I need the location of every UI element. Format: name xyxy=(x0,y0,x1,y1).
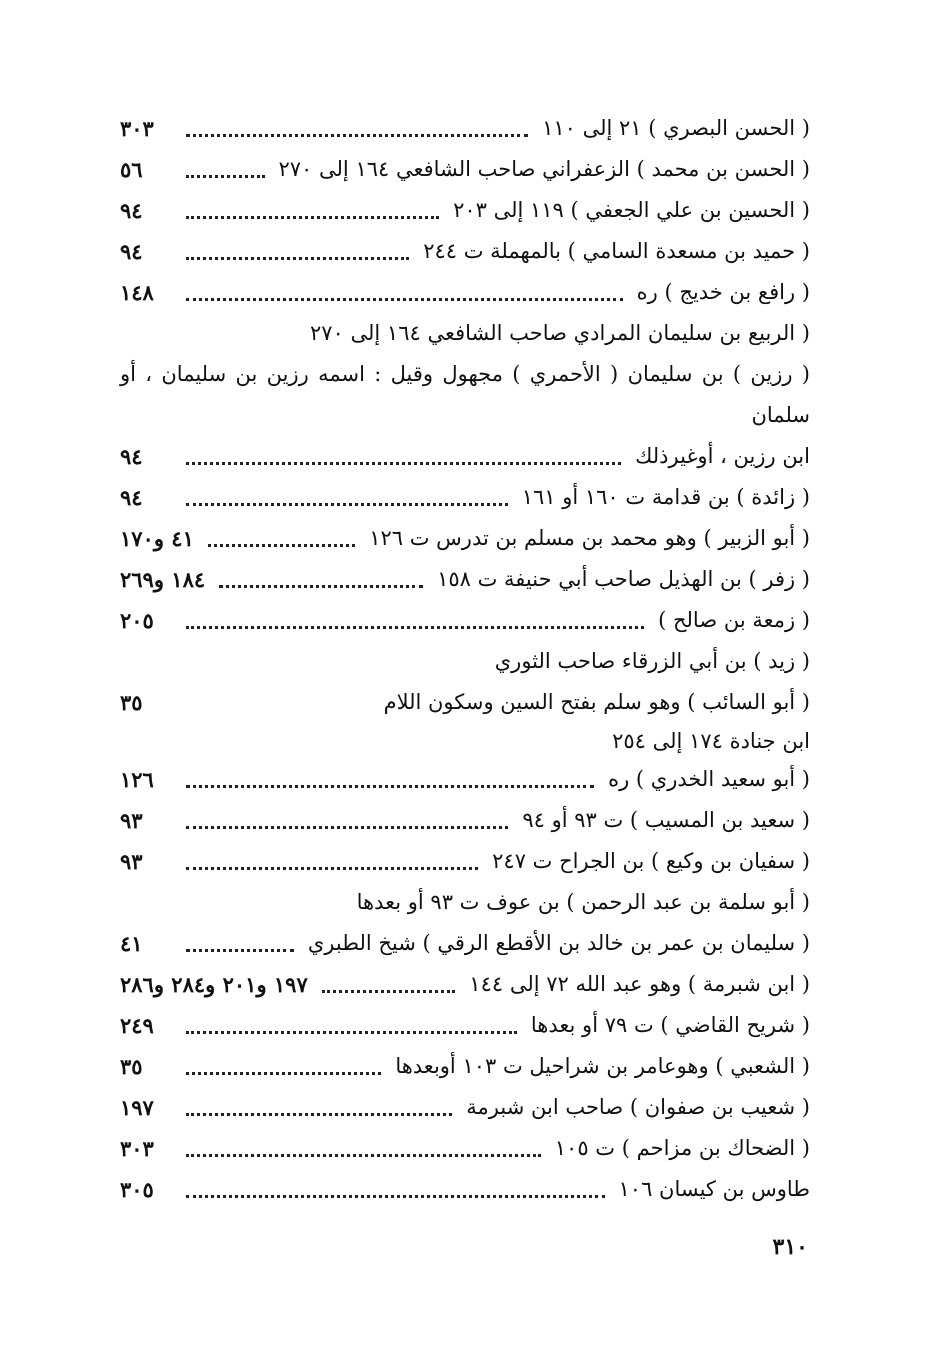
dot-leader xyxy=(186,1071,381,1075)
page-reference: ٩٣ xyxy=(120,849,143,874)
page-reference: ٩٤ xyxy=(120,239,143,264)
entry-text: ابن رزين ، أوغيرذلك xyxy=(635,444,810,468)
index-entry xyxy=(120,477,810,518)
entry-text-continuation: ابن جنادة ١٧٤ إلى ٢٥٤ xyxy=(612,729,810,753)
dot-leader xyxy=(186,1030,517,1034)
entry-text: طاوس بن كيسان ١٠٦ xyxy=(618,1177,810,1201)
entry-text: ( ابن شبرمة ) وهو عبد الله ٧٢ إلى ١٤٤ xyxy=(469,972,810,996)
index-entry xyxy=(120,800,810,841)
page-reference: ٩٤ xyxy=(120,198,143,223)
entry-text: ( شريح القاضي ) ت ٧٩ أو بعدها xyxy=(530,1013,810,1037)
page-reference: ١٤٨ xyxy=(120,280,154,305)
entry-text: ( زيد ) بن أبي الزرقاء صاحب الثوري xyxy=(494,649,810,673)
dot-leader xyxy=(186,784,594,788)
dot-leader xyxy=(186,502,508,506)
entry-text: ( رافع بن خديج ) ره xyxy=(636,280,810,304)
index-entry xyxy=(120,354,810,436)
entry-text: ( الحسن بن محمد ) الزعفراني صاحب الشافعي ١٦٤ إلى ٢٧٠ xyxy=(278,157,810,181)
dot-leader xyxy=(186,256,409,260)
index-entry xyxy=(120,600,810,641)
dot-leader xyxy=(186,461,621,465)
index-entry xyxy=(120,108,810,149)
index-entry xyxy=(120,641,810,682)
index-entry xyxy=(120,559,810,600)
index-entry xyxy=(120,149,810,190)
dot-leader xyxy=(186,297,623,301)
entry-text: ( رزين ) بن سليمان ( الأحمري ) مجهول وقيل : اسمه رزين بن سليمان ، أو xyxy=(120,362,810,386)
page-reference: ٢٤٩ xyxy=(120,1013,154,1038)
index-entry xyxy=(120,964,810,1005)
entry-text: ( سفيان بن وكيع ) بن الجراح ت ٢٤٧ xyxy=(492,849,810,873)
index-entry xyxy=(120,518,810,559)
entry-text: ( الحسين بن علي الجعفي ) ١١٩ إلى ٢٠٣ xyxy=(453,198,810,222)
index-entry xyxy=(120,923,810,964)
dot-leader xyxy=(186,825,508,829)
entry-text: ( الربيع بن سليمان المرادي صاحب الشافعي ١٦٤ إلى ٢٧٠ xyxy=(309,321,810,345)
index-entry xyxy=(120,1087,810,1128)
dot-leader xyxy=(186,948,294,952)
page-number: ٣١٠ xyxy=(772,1234,808,1260)
index-entry xyxy=(120,1169,810,1210)
entry-text: ( الشعبي ) وهوعامر بن شراحيل ت ١٠٣ أوبعدها xyxy=(395,1054,810,1078)
entry-text: ( شعيب بن صفوان ) صاحب ابن شبرمة xyxy=(466,1095,810,1119)
page-reference: ٣٠٣ xyxy=(120,1136,154,1161)
entry-text: ( أبو السائب ) وهو سلم بفتح السين وسكون اللام xyxy=(383,690,810,714)
page-reference: ٣٠٣ xyxy=(120,116,154,141)
entry-text: ( سعيد بن المسيب ) ت ٩٣ أو ٩٤ xyxy=(522,808,810,832)
index-entry xyxy=(120,272,810,313)
dot-leader xyxy=(186,1112,452,1116)
page-reference: ١٢٦ xyxy=(120,767,154,792)
entry-text: ( أبو الزبير ) وهو محمد بن مسلم بن تدرس ت ١٢٦ xyxy=(369,526,810,550)
page-reference: ٣٠٥ xyxy=(120,1177,154,1202)
index-entry xyxy=(120,882,810,923)
index-entry xyxy=(120,190,810,231)
index-entry xyxy=(120,231,810,272)
dot-leader xyxy=(208,543,355,547)
index-entry xyxy=(120,682,810,723)
page-reference: ٤١ xyxy=(120,931,143,956)
dot-leader xyxy=(186,133,528,137)
page-reference: ٩٣ xyxy=(120,808,143,833)
page-reference: ٩٤ xyxy=(120,444,143,469)
dot-leader xyxy=(219,584,423,588)
page-reference: ١٨٤ و٢٦٩ xyxy=(120,567,206,592)
entry-text: ( سليمان بن عمر بن خالد بن الأقطع الرقي ) شيخ الطبري xyxy=(307,931,810,955)
index-entry xyxy=(120,1005,810,1046)
dot-leader xyxy=(322,989,456,993)
dot-leader xyxy=(186,866,478,870)
page-reference: ٣٥ xyxy=(120,690,143,715)
entry-text: ( زفر ) بن الهذيل صاحب أبي حنيفة ت ١٥٨ xyxy=(437,567,810,591)
entry-text: ( زمعة بن صالح ) xyxy=(658,608,810,632)
entry-text: ( أبو سعيد الخدري ) ره xyxy=(608,767,810,791)
entry-text-continuation: سلمان xyxy=(751,403,810,427)
page-reference: ٥٦ xyxy=(120,157,143,182)
dot-leader xyxy=(186,1153,541,1157)
dot-leader xyxy=(186,174,265,178)
dot-leader xyxy=(186,1194,605,1198)
entry-text: ( الحسن البصري ) ٢١ إلى ١١٠ xyxy=(542,116,810,140)
index-entry xyxy=(120,841,810,882)
dot-leader xyxy=(186,215,439,219)
index-entry xyxy=(120,313,810,354)
page-reference: ١٩٧ xyxy=(120,1095,154,1120)
page-reference: ٢٠٥ xyxy=(120,608,154,633)
index-entries xyxy=(120,108,810,1210)
page-reference: ٤١ و١٧٠ xyxy=(120,526,194,551)
entry-text: ( حميد بن مسعدة السامي ) بالمهملة ت ٢٤٤ xyxy=(423,239,810,263)
index-entry xyxy=(120,436,810,477)
index-entry xyxy=(120,1128,810,1169)
index-entry xyxy=(120,1046,810,1087)
entry-text: ( أبو سلمة بن عبد الرحمن ) بن عوف ت ٩٣ أو بعدها xyxy=(356,890,810,914)
index-entry xyxy=(120,759,810,800)
page-reference: ٩٤ xyxy=(120,485,143,510)
page-reference: ١٩٧ و٢٠١ و٢٨٤ و٢٨٦ xyxy=(120,972,308,997)
dot-leader xyxy=(186,625,644,629)
page-reference: ٣٥ xyxy=(120,1054,143,1079)
entry-text: ( الضحاك بن مزاحم ) ت ١٠٥ xyxy=(554,1136,810,1160)
entry-text: ( زائدة ) بن قدامة ت ١٦٠ أو ١٦١ xyxy=(521,485,810,509)
